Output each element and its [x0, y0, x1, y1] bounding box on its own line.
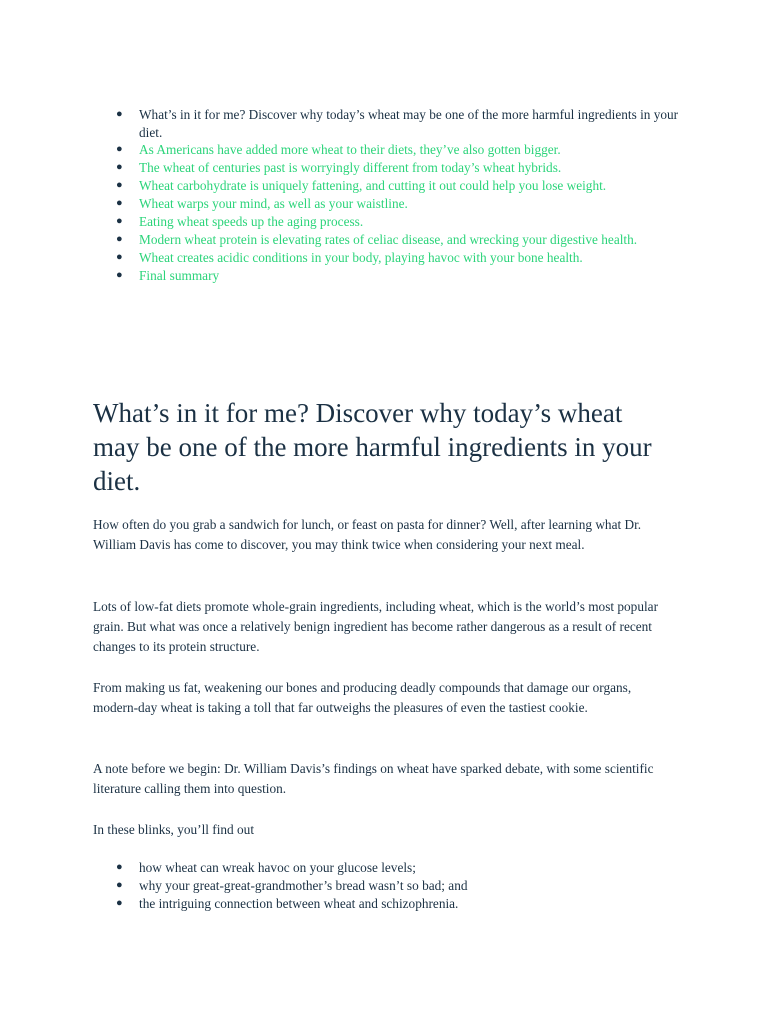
paragraph: How often do you grab a sandwich for lunch, or feast on pasta for dinner? Well, after learning what Dr. William Davis has come to discover, you may think twice when considering your next meal. [93, 517, 642, 553]
bullet-icon: ● [116, 250, 123, 263]
list-item [110, 895, 690, 913]
toc-item[interactable] [110, 141, 690, 159]
list-item-text: the intriguing connection between wheat and schizophrenia. [139, 895, 459, 911]
bullet-icon: ● [116, 108, 123, 120]
findings-list [110, 859, 690, 913]
toc-item-label: Wheat carbohydrate is uniquely fattening, and cutting it out could help you lose weight. [139, 178, 607, 194]
list-item [110, 859, 690, 877]
toc-item-label: Wheat warps your mind, as well as your waistline. [139, 196, 408, 212]
bullet-icon: ● [116, 268, 123, 281]
toc-item-label: Modern wheat protein is elevating rates of celiac disease, and wrecking your digestive health. [139, 231, 638, 247]
paragraph: From making us fat, weakening our bones and producing deadly compounds that damage our organs, modern-day wheat is taking a toll that far outweighs the pleasures of even the tastiest cookie. [93, 680, 632, 716]
bullet-icon: ● [116, 143, 123, 156]
toc-item-label: The wheat of centuries past is worryingly different from today’s wheat hybrids. [139, 160, 562, 176]
bullet-icon: ● [116, 214, 123, 227]
bullet-icon: ● [116, 197, 123, 210]
paragraph: Lots of low-fat diets promote whole-grain ingredients, including wheat, which is the world’s most popular grain. But what was once a relatively benign ingredient has become rather dangerous as a result of recent changes to its protein structure. [93, 599, 659, 655]
bullet-icon: ● [116, 878, 123, 891]
paragraph: A note before we begin: Dr. William Davis’s findings on wheat have sparked debate, with some scientific literature calling them into question. [93, 761, 654, 797]
bullet-icon: ● [116, 896, 123, 909]
list-item-text: why your great-great-grandmother’s bread wasn’t so bad; and [139, 877, 468, 893]
list-item [110, 877, 690, 895]
toc-item-label: As Americans have added more wheat to their diets, they’ve also gotten bigger. [139, 142, 561, 158]
table-of-contents [110, 106, 690, 285]
toc-item[interactable] [110, 249, 690, 267]
section-heading: What’s in it for me? Discover why today’s wheat may be one of the more harmful ingredients in your diet. [93, 398, 652, 496]
toc-item[interactable] [110, 106, 690, 141]
toc-item-label: Wheat creates acidic conditions in your body, playing havoc with your bone health. [139, 249, 583, 265]
bullet-icon: ● [116, 179, 123, 192]
toc-item-label: Eating wheat speeds up the aging process. [139, 213, 364, 229]
toc-item-label: Final summary [139, 267, 220, 283]
toc-item-label: What’s in it for me? Discover why today’s wheat may be one of the more harmful ingredients in your diet. [139, 107, 679, 140]
toc-item[interactable] [110, 177, 690, 195]
toc-item[interactable] [110, 159, 690, 177]
toc-item[interactable] [110, 231, 690, 249]
toc-item[interactable] [110, 195, 690, 213]
list-item-text: how wheat can wreak havoc on your glucose levels; [139, 860, 416, 875]
paragraph: In these blinks, you’ll find out [93, 822, 255, 837]
bullet-icon: ● [116, 232, 123, 245]
bullet-icon: ● [116, 861, 123, 873]
toc-item[interactable] [110, 213, 690, 231]
toc-item[interactable] [110, 267, 690, 285]
bullet-icon: ● [116, 161, 123, 174]
